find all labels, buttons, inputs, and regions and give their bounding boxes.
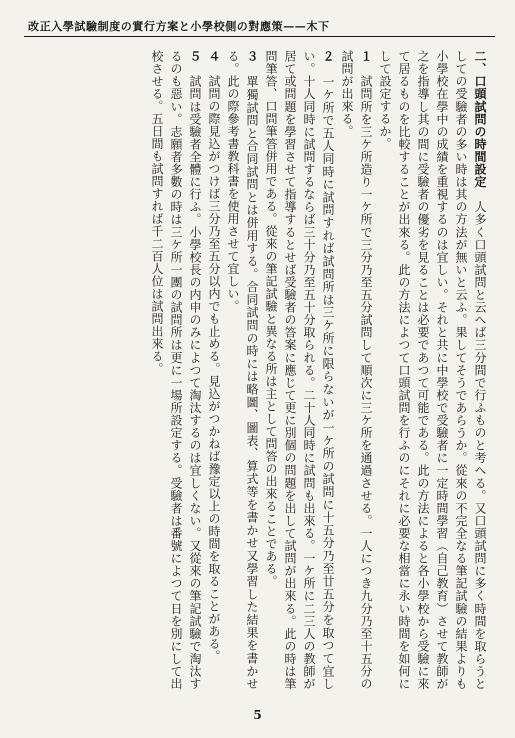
item-number: ５ <box>188 50 202 63</box>
item-text: 試問所を三ケ所造り一ケ所で三分乃至五分試問して順次に三ケ所を通過させる。一人につき九分乃至十五分の試問が出來る。 <box>340 50 373 690</box>
item-text: 單獨試問と合同試問とは併用する。合同試問の時には略圖、圖表、算式等を書かせ又學習した結果を書かせる。此の際參考書教科書を使用させて宜しい。 <box>226 50 259 690</box>
item-number: ３ <box>245 50 259 63</box>
list-item <box>223 50 261 690</box>
body-text <box>19 50 489 690</box>
item-text: 試問の際見込がつけば三分乃至五分以内でも止める。見込がつかねば豫定以上の時間を取ることがある。 <box>207 75 221 663</box>
list-item <box>261 50 337 690</box>
header-rule <box>24 36 495 37</box>
item-number: １ <box>359 50 373 63</box>
item-number: ４ <box>207 50 221 63</box>
list-item <box>147 50 204 690</box>
list-item <box>204 50 223 690</box>
list-item <box>337 50 375 690</box>
running-head: 改正入學試驗制度の實行方案と小學校側の對應策——木下 <box>28 20 330 33</box>
item-text: 一ケ所で五人同時に試問すれば試問所は三ケ所に限らないが一ケ所の試問に十五分乃至廿五分を取つて宜しい。十人同時に試問するならば三十分乃至五十分取られる。二十人同時に試問も出來る。一ケ所に二三人の教師が居て或問題を學習させて指導するとせば受驗者の答案に應じて更に別個の問題を出して試問が出來る。此の時は筆問筆答、口問筆答併用である。從來の筆記試驗と異なる所は主として問答の出來ることである。 <box>264 50 335 690</box>
section-heading: 二、口頭試問の時間設定 <box>473 50 487 189</box>
section-paragraph <box>375 50 489 690</box>
item-number: ２ <box>321 50 335 63</box>
section-intro: 人多く口頭試問と云へば三分間で行ふものと考へる。又口頭試問に多く時間を取らうとしての受驗者の多い時は其の方法が無いと云ふ。果してそうであらうか。從來の不完全なる筆記試驗の結果よりも小學校在學中の成績を重視するのは宜しい。それと共に中學校で受驗者に一定時間學習（自己教育）させて教師が之を指導し其の間に受驗者の優劣を見ることは必要であつて可能である。此の方法によると各小學校から受驗に來て居るものを比較することが出來る。此の方法によつて口頭試問を行ふのにそれに必要な相當に永い時間を如何にして設定するか。 <box>378 50 487 690</box>
page-number: 5 <box>253 708 262 722</box>
item-text: 試問は受驗者全體に行ふ。小學校長の内申のみによつて淘汰するのは宜しくない。又從來の筆記試驗で淘汰するのも惡い。志願者多數の時は三ケ所一團の試問所は更に一場所設定する。受驗者は番號によつて日を別にして出校させる。五日間も試問すれば千二百人位は試問出來る。 <box>150 50 202 690</box>
